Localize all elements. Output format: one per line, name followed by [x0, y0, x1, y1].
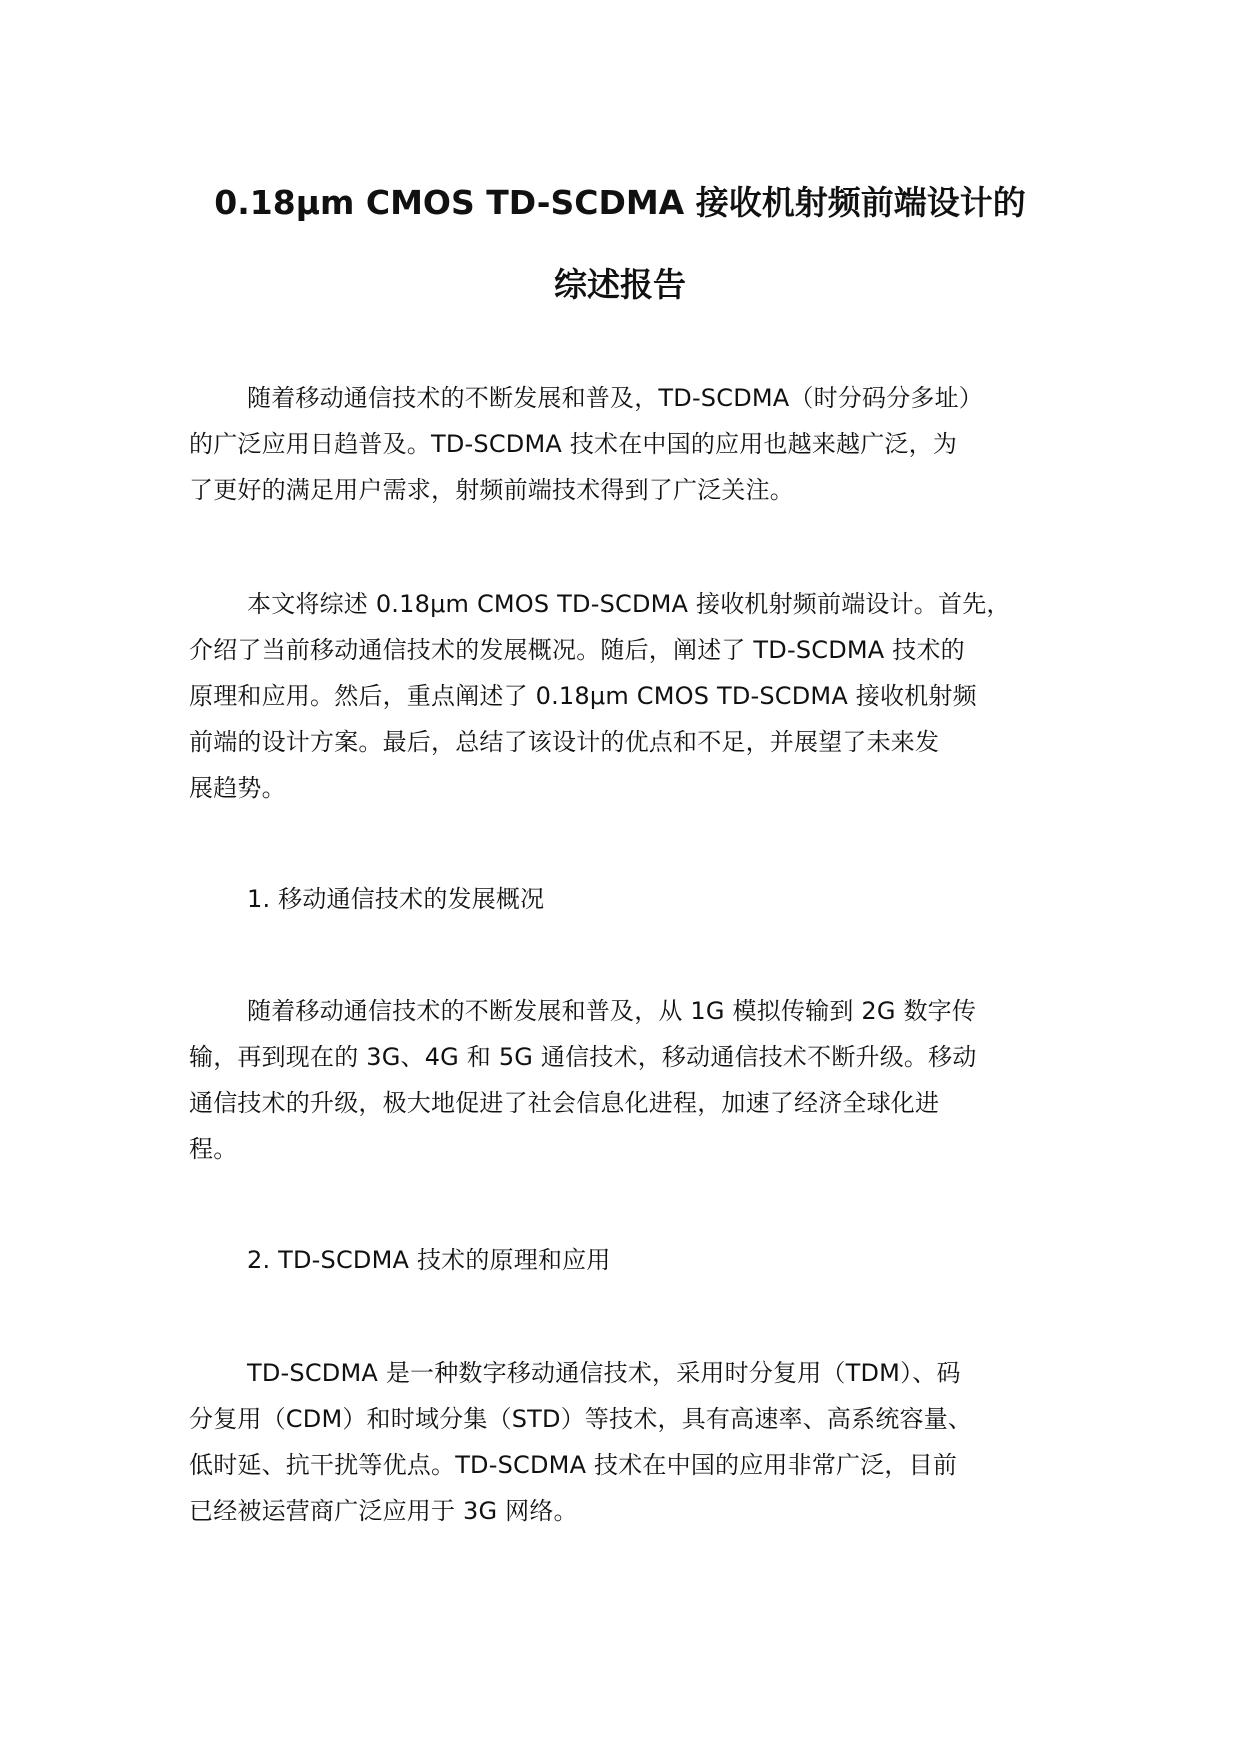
paragraph-line: 展趋势。: [189, 774, 286, 802]
section-heading-text: 2. TD-SCDMA 技术的原理和应用: [247, 1246, 611, 1274]
paragraph-line: 输，再到现在的 3G、4G 和 5G 通信技术，移动通信技术不断升级。移动: [189, 1043, 977, 1071]
paragraph-line: 本文将综述 0.18μm CMOS TD-SCDMA 接收机射频前端设计。首先，: [247, 590, 1011, 618]
section-heading-1: [189, 876, 1089, 922]
paragraph-line: 随着移动通信技术的不断发展和普及，从 1G 模拟传输到 2G 数字传: [247, 997, 977, 1025]
paragraph-line: 原理和应用。然后，重点阐述了 0.18μm CMOS TD-SCDMA 接收机射频: [189, 682, 977, 710]
paragraph-line: 的广泛应用日趋普及。TD-SCDMA 技术在中国的应用也越来越广泛，为: [189, 430, 958, 458]
paragraph-line: 通信技术的升级，极大地促进了社会信息化进程，加速了经济全球化进: [189, 1089, 940, 1117]
paragraph-line: 程。: [189, 1135, 238, 1163]
paragraph-td-scdma: [189, 1350, 1089, 1534]
paragraph-line: 介绍了当前移动通信技术的发展概况。随后，阐述了 TD-SCDMA 技术的: [189, 636, 965, 664]
paragraph-line: TD-SCDMA 是一种数字移动通信技术，采用时分复用（TDM）、码: [247, 1359, 961, 1387]
document-title-line-2: 综述报告: [554, 265, 686, 304]
paragraph-intro: [189, 375, 1089, 513]
section-heading-2: [189, 1237, 1089, 1283]
document-title-line-1: 0.18μm CMOS TD-SCDMA 接收机射频前端设计的: [214, 183, 1026, 222]
paragraph-line: 低时延、抗干扰等优点。TD-SCDMA 技术在中国的应用非常广泛，目前: [189, 1451, 958, 1479]
paragraph-overview: [189, 581, 1089, 811]
paragraph-line: 已经被运营商广泛应用于 3G 网络。: [189, 1497, 578, 1525]
section-heading-text: 1. 移动通信技术的发展概况: [247, 885, 545, 913]
paragraph-line: 了更好的满足用户需求，射频前端技术得到了广泛关注。: [189, 476, 794, 504]
paragraph-line: 前端的设计方案。最后，总结了该设计的优点和不足，并展望了未来发: [189, 728, 940, 756]
paragraph-mobile-history: [189, 988, 1089, 1172]
paragraph-line: 随着移动通信技术的不断发展和普及，TD-SCDMA（时分码分多址）: [247, 384, 983, 412]
paragraph-line: 分复用（CDM）和时域分集（STD）等技术，具有高速率、高系统容量、: [189, 1405, 973, 1433]
